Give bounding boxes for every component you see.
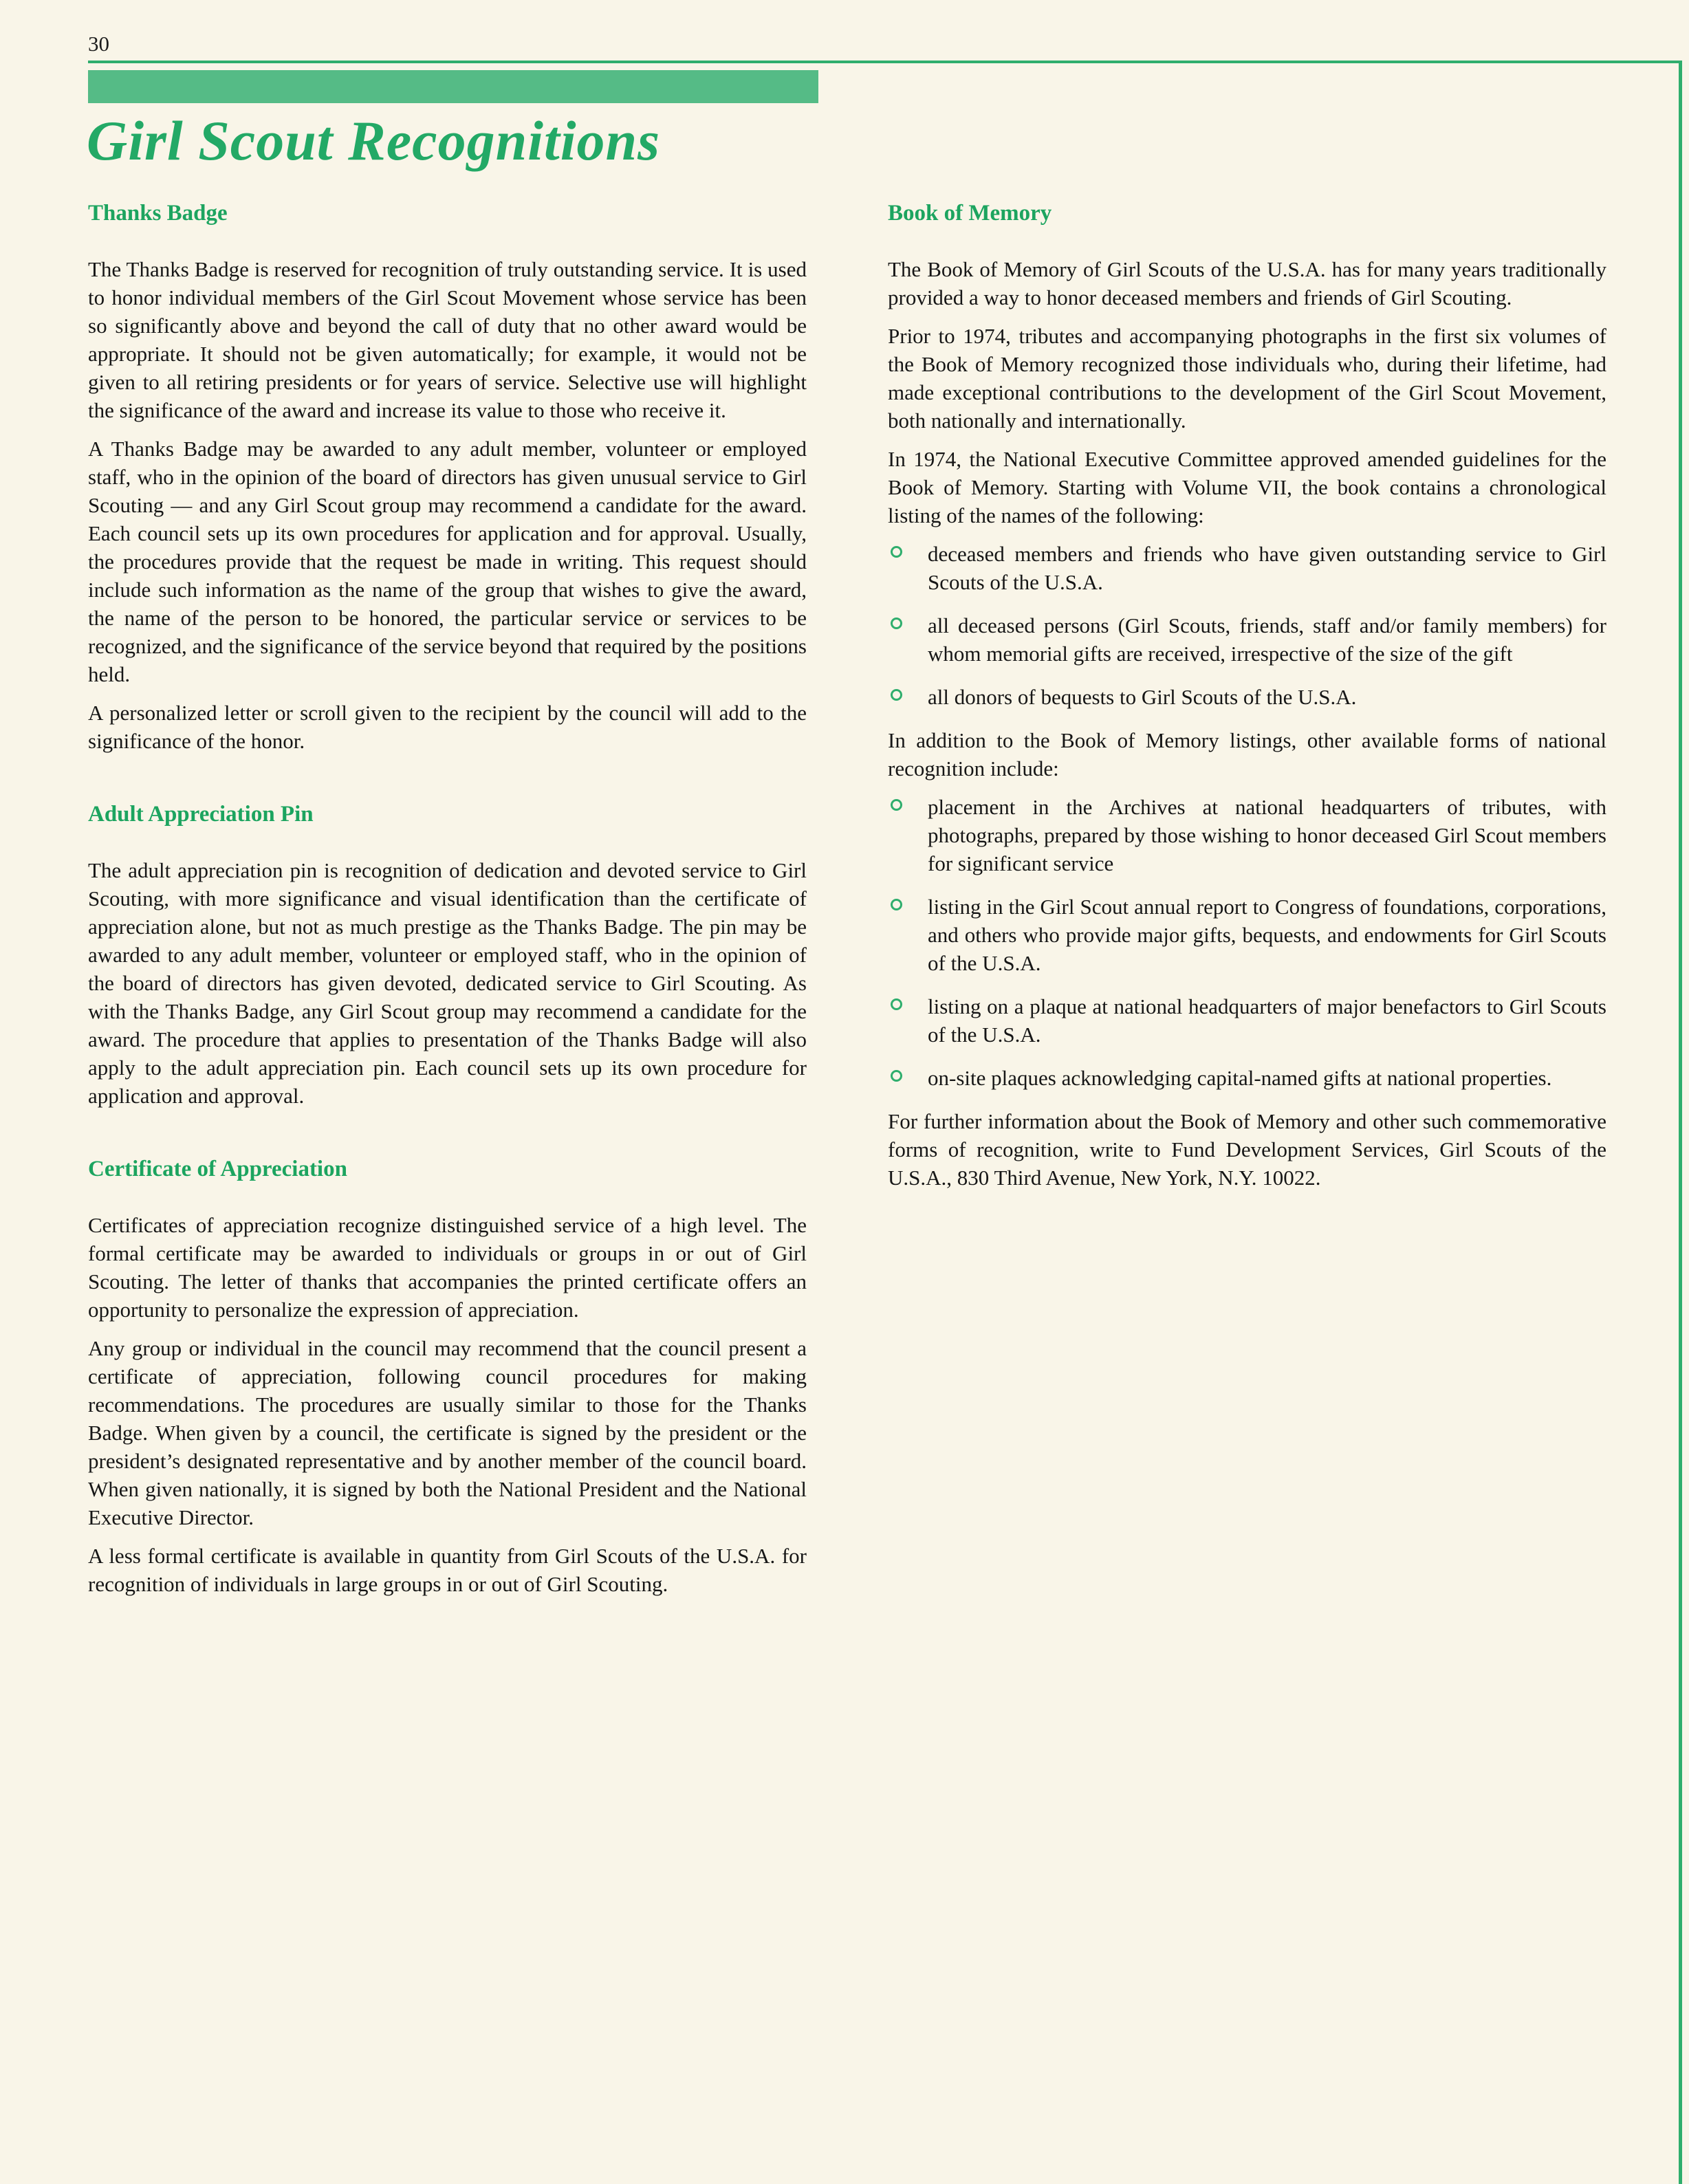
list-item (888, 540, 1606, 596)
list-item-text: on-site plaques acknowledging capital-named gifts at national properties. (928, 1066, 1552, 1090)
paragraph: In addition to the Book of Memory listings, other available forms of national recognition include: (888, 728, 1606, 780)
list-item-text: all deceased persons (Girl Scouts, friends, staff and/or family members) for whom memorial gifts are received, irrespective of the size of the gift (928, 613, 1606, 666)
list-item (888, 1064, 1606, 1092)
list-item (888, 893, 1606, 977)
paragraph: Certificates of appreciation recognize distinguished service of a high level. The formal certificate may be awarded to individuals or groups in or out of Girl Scouting. The letter of thanks that accompanies the printed certificate offers an opportunity to personalize the expression of appreciation. (88, 1213, 807, 1322)
two-column-layout (88, 201, 1606, 1598)
section-adult-appreciation-pin (88, 802, 807, 1110)
list-item (888, 992, 1606, 1049)
section-book-of-memory (888, 201, 1606, 1192)
header-bar (88, 70, 818, 103)
section-heading: Adult Appreciation Pin (88, 802, 314, 827)
paragraph: A personalized letter or scroll given to the recipient by the council will add to the significance of the honor. (88, 701, 807, 753)
top-rule (88, 61, 1682, 63)
circle-bullet-icon (891, 689, 902, 701)
paragraph: Any group or individual in the council may recommend that the council present a certificate of appreciation, following council procedures for making recommendations. The procedures are usually similar to those for the Thanks Badge. When given by a council, the certificate is signed by the president or the president’s designated representative and by another member of the council board. When given nationally, it is signed by both the National President and the National Executive Director. (88, 1336, 807, 1529)
paragraph: A Thanks Badge may be awarded to any adult member, volunteer or employed staff, who in the opinion of the board of directors has given unusual service to Girl Scouting — and any Girl Scout group may recommend a candidate for the award. Each council sets up its own procedures for application and for approval. Usually, the procedures provide that the request be made in writing. This request should include such information as the name of the group that wishes to give the award, the name of the person to be honored, the particular service or services to be recognized, and the significance of the service beyond that required by the positions held. (88, 437, 807, 686)
circle-bullet-icon (891, 546, 902, 558)
paragraph: The Book of Memory of Girl Scouts of the U.S.A. has for many years traditionally provided a way to honor deceased members and friends of Girl Scouting. (888, 257, 1606, 309)
list-item-text: all donors of bequests to Girl Scouts of the U.S.A. (928, 685, 1357, 709)
circle-bullet-icon (891, 899, 902, 910)
list-item (888, 793, 1606, 877)
paragraph: Prior to 1974, tributes and accompanying photographs in the first six volumes of the Book of Memory recognized those individuals who, during their lifetime, had made exceptional contributions to the development of the Girl Scout Movement, both nationally and internationally. (888, 324, 1606, 433)
paragraph: The adult appreciation pin is recognition of dedication and devoted service to Girl Scouting, with more significance and visual identification than the certificate of appreciation alone, but not as much prestige as the Thanks Badge. The pin may be awarded to any adult member, volunteer or employed staff, who in the opinion of the board of directors has given devoted, dedicated service to Girl Scouting. As with the Thanks Badge, any Girl Scout group may recommend a candidate for the award. The procedure that applies to presentation of the Thanks Badge will also apply to the adult appreciation pin. Each council sets up its own procedure for application and approval. (88, 858, 807, 1108)
paragraph: For further information about the Book of Memory and other such commemorative forms of recognition, write to Fund Development Services, Girl Scouts of the U.S.A., 830 Third Avenue, New York, N.Y. 10022. (888, 1109, 1606, 1190)
right-column (888, 201, 1606, 1598)
page-title: Girl Scout Recognitions (87, 109, 661, 172)
circle-bullet-icon (891, 618, 902, 629)
right-edge-rule (1679, 61, 1682, 2184)
list-item-text: deceased members and friends who have given outstanding service to Girl Scouts of the U.S.A. (928, 542, 1606, 594)
section-heading: Book of Memory (888, 201, 1052, 226)
section-thanks-badge (88, 201, 807, 755)
section-heading: Certificate of Appreciation (88, 1157, 347, 1181)
list-item-text: listing in the Girl Scout annual report to Congress of foundations, corporations, and others who provide major gifts, bequests, and endowments for Girl Scouts of the U.S.A. (928, 895, 1606, 975)
national-recognition-bullet-list (888, 793, 1606, 1092)
list-item-text: listing on a plaque at national headquarters of major benefactors to Girl Scouts of the U.S.A. (928, 994, 1606, 1047)
circle-bullet-icon (891, 799, 902, 811)
paragraph: In 1974, the National Executive Committee approved amended guidelines for the Book of Memory. Starting with Volume VII, the book contains a chronological listing of the names of the following: (888, 447, 1606, 527)
circle-bullet-icon (891, 1070, 902, 1082)
list-item-text: placement in the Archives at national headquarters of tributes, with photographs, prepared by those wishing to honor deceased Girl Scout members for significant service (928, 795, 1606, 875)
list-item (888, 611, 1606, 668)
paragraph: A less formal certificate is available in quantity from Girl Scouts of the U.S.A. for recognition of individuals in large groups in or out of Girl Scouting. (88, 1544, 807, 1596)
page-number: 30 (88, 32, 109, 56)
section-certificate-of-appreciation (88, 1157, 807, 1598)
list-item (888, 683, 1606, 711)
section-heading: Thanks Badge (88, 201, 228, 226)
book-of-memory-bullet-list (888, 540, 1606, 711)
left-column (88, 201, 807, 1598)
paragraph: The Thanks Badge is reserved for recognition of truly outstanding service. It is used to honor individual members of the Girl Scout Movement whose service has been so significantly above and beyond the call of duty that no other award would be appropriate. It should not be given automatically; for example, it would not be given to all retiring presidents or for years of service. Selective use will highlight the significance of the award and increase its value to those who receive it. (88, 257, 807, 422)
circle-bullet-icon (891, 998, 902, 1010)
